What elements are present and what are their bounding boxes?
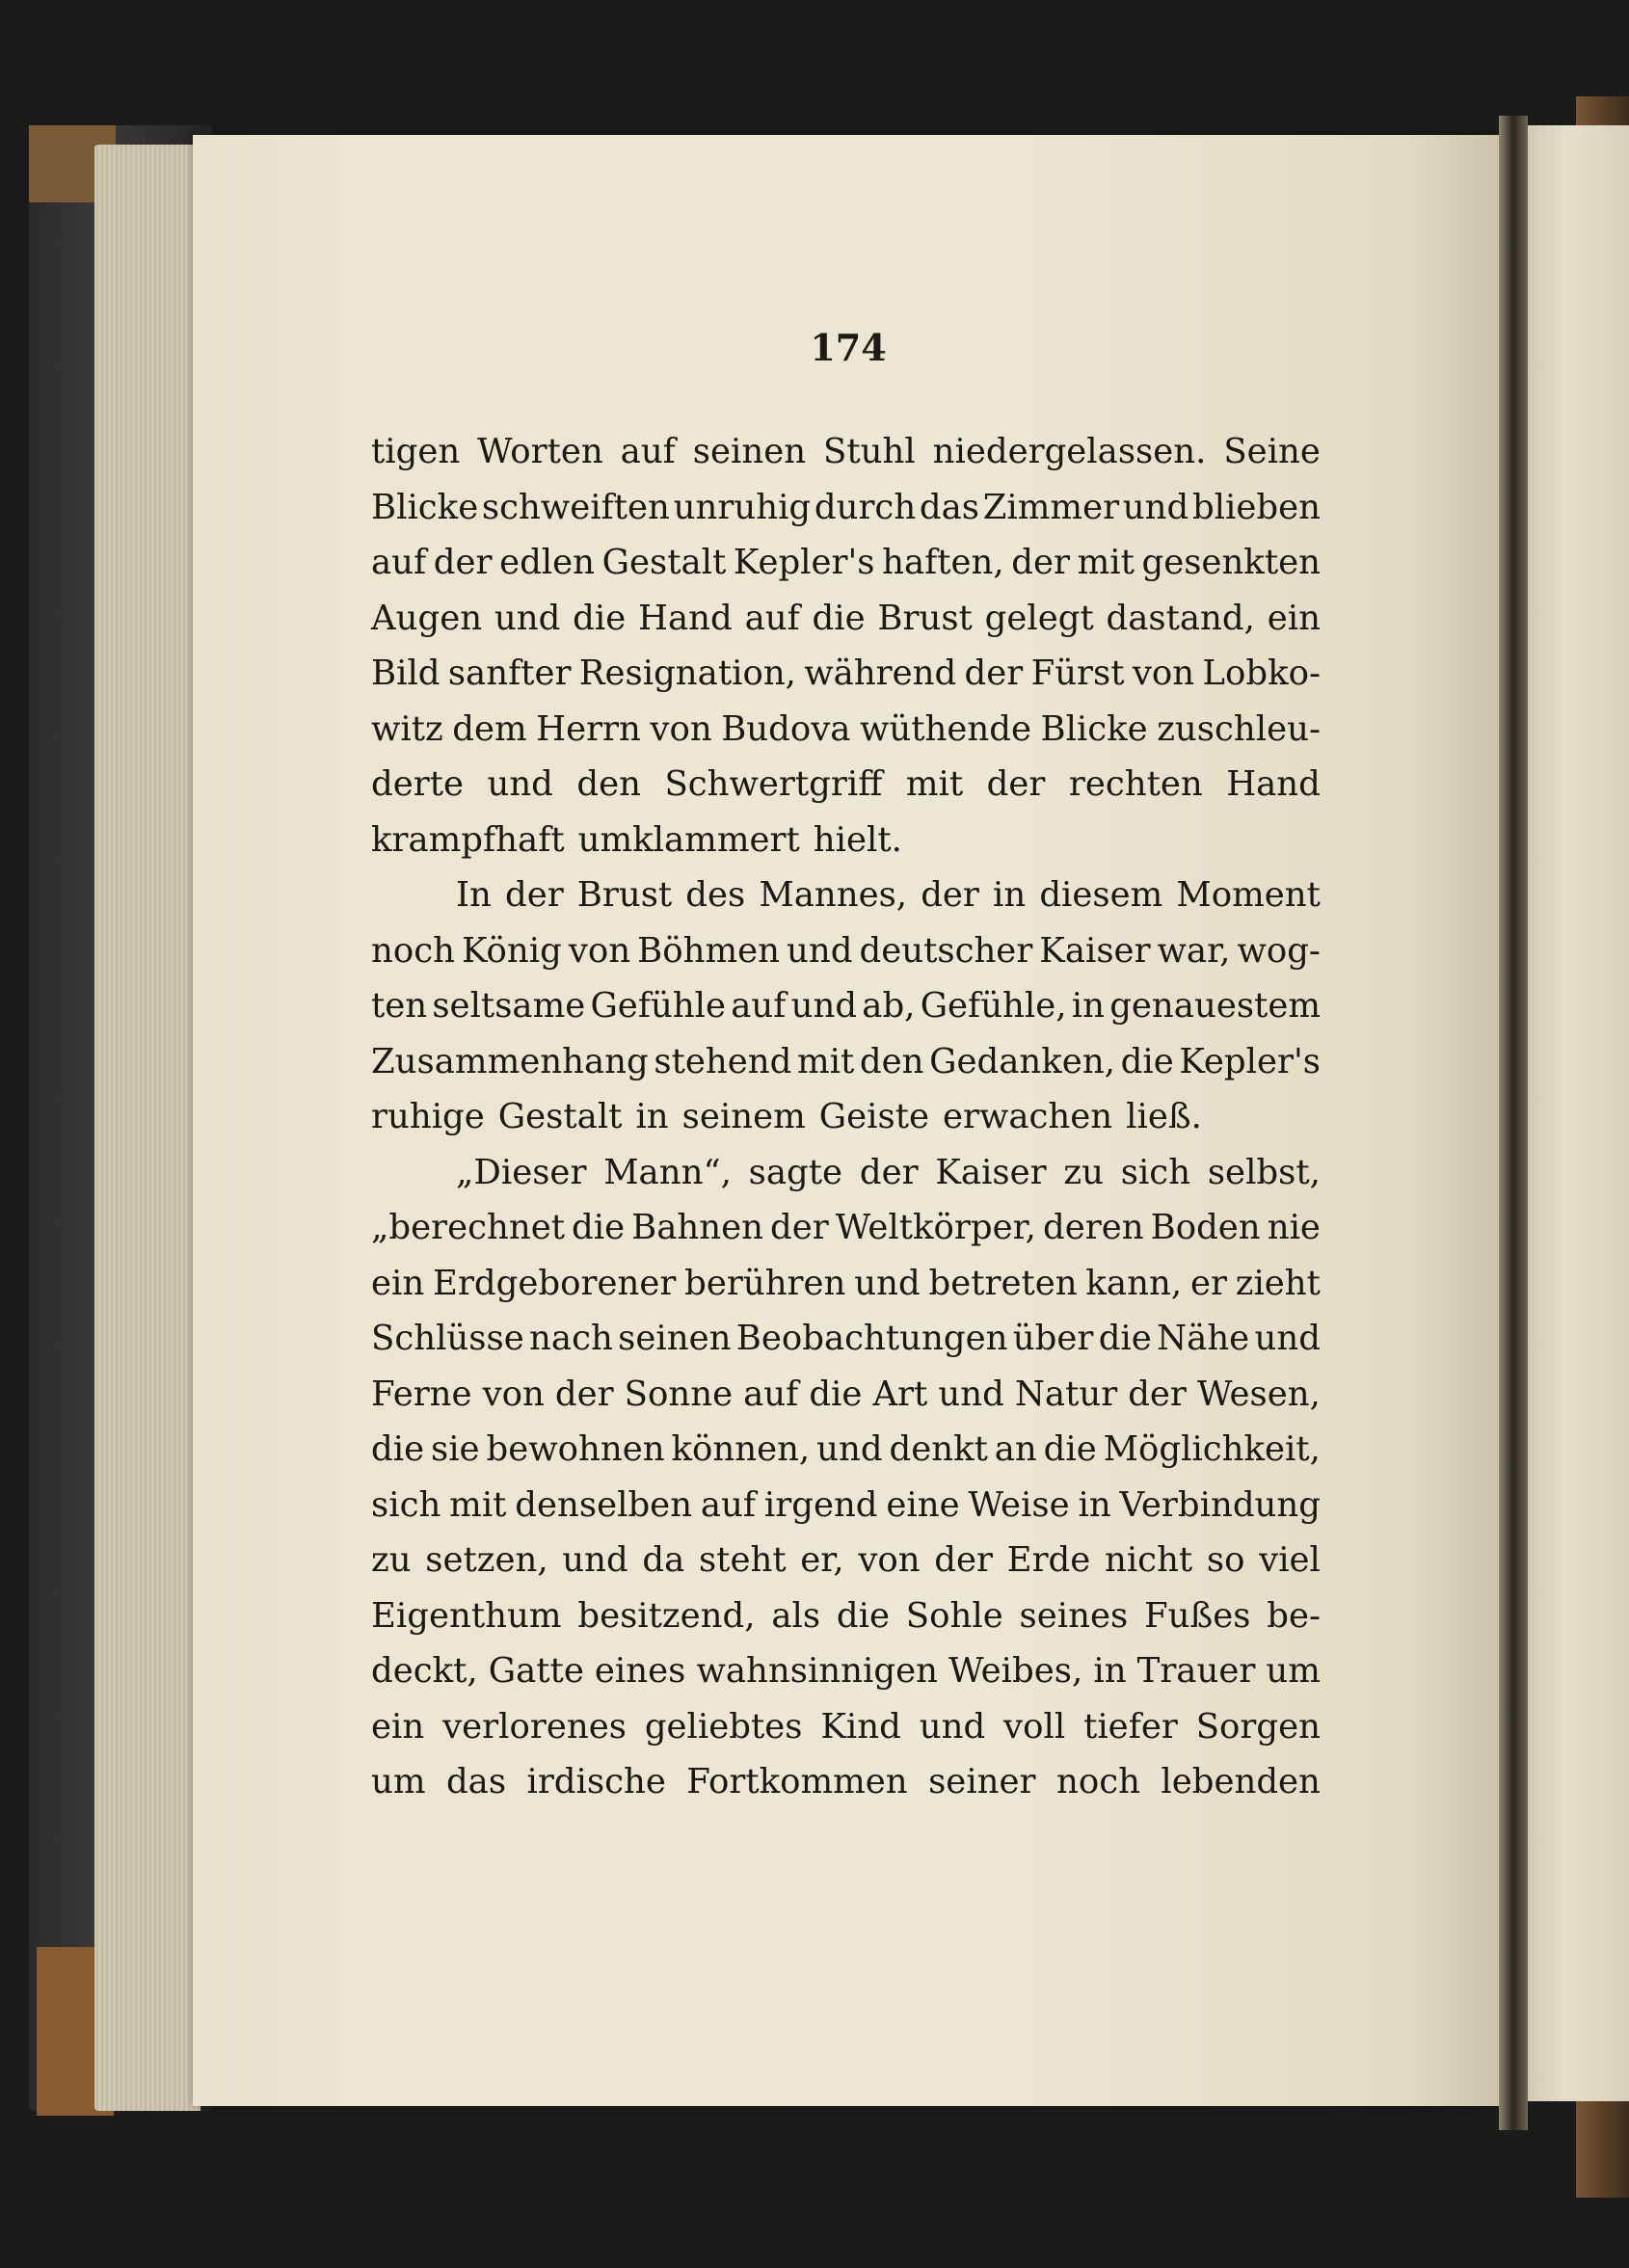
word: betreten [928,1263,1078,1303]
word: während [804,654,957,693]
word: die [1098,1319,1152,1358]
word: der [433,543,493,582]
word: die [371,1429,425,1469]
word: und [487,764,553,804]
text-line [371,1643,1321,1699]
word: deren [1043,1208,1144,1247]
text-line [371,1089,1321,1145]
word: unruhig [673,487,812,527]
text-line [371,1533,1321,1588]
word: deutscher [859,930,1033,971]
word: zieht [1235,1263,1321,1303]
word: sich [1120,1152,1191,1192]
word: edlen [499,543,596,582]
text-line [371,757,1321,813]
word: in [1093,1651,1127,1691]
word: ein [1267,598,1321,638]
word: von [568,930,631,971]
word: ruhige [371,1097,485,1136]
text-line [371,1145,1321,1201]
word: Hand [1226,764,1321,804]
word: die [573,598,627,638]
word: der [554,1374,614,1414]
word: der [986,764,1046,804]
word: berühren [684,1263,846,1303]
word: gesenkten [1141,543,1321,582]
word: war, [1157,930,1231,971]
word: Gestalt [601,543,727,582]
word: Boden [1150,1208,1261,1247]
word: Brust [576,875,673,915]
word: wog- [1237,930,1321,971]
word: auf [743,1374,799,1414]
word: kann, [1085,1263,1183,1303]
word: und [494,598,561,638]
word: noch [1055,1762,1140,1801]
word: in [635,1097,669,1136]
word: der [504,875,564,915]
word: Erde [1006,1540,1091,1580]
word: die [572,1208,626,1247]
word: die [1043,1429,1097,1469]
text-line [371,1311,1321,1367]
text-line [371,978,1321,1034]
word: ein [371,1706,425,1747]
word: in [1078,1484,1111,1525]
word: Kepler's [733,543,875,582]
word: in [993,875,1027,915]
word: Wesen, [1196,1374,1321,1414]
word: mit [905,764,964,804]
text-line [371,1200,1321,1256]
word: Art [872,1374,928,1414]
word: Nähe [1157,1319,1250,1358]
word: und [919,1706,986,1747]
word: und [790,986,858,1026]
word: krampfhaft [371,819,565,860]
word: zu [371,1540,412,1580]
word: bewohnen [486,1429,665,1469]
word: seinen [618,1319,732,1358]
word: rechten [1068,764,1203,804]
word: haften, [882,543,1004,582]
text-line [371,923,1321,979]
word: Böhmen [637,930,781,971]
word: Gefühle, [920,986,1067,1026]
word: Geiste [818,1097,929,1136]
word: Zimmer [982,487,1120,527]
word: erwachen [943,1097,1113,1136]
word: ein [371,1263,425,1303]
word: Resignation, [578,654,796,693]
word: zuschleu- [1157,708,1321,749]
text-line [371,1256,1321,1312]
word: denselben [515,1484,693,1525]
word: Lobko- [1202,654,1321,693]
word: Trauer [1136,1651,1256,1691]
word: die [809,1374,863,1414]
word: lebenden [1161,1762,1321,1801]
word: genauestem [1109,986,1321,1026]
word: Gatte [488,1651,584,1691]
word: auf [744,598,800,638]
word: verlorenes [442,1706,627,1747]
word: diesem [1039,875,1163,915]
word: sanfter [447,654,572,693]
word: Hand [638,598,733,638]
word: Verbindung [1119,1484,1321,1525]
word: Bahnen [631,1208,764,1247]
word: Kaiser [1039,930,1151,971]
word: Kaiser [935,1152,1047,1192]
text-line [371,1754,1321,1810]
text-line [371,702,1321,758]
text-line [371,1699,1321,1755]
text-line [371,1588,1321,1644]
word: Gefühle [590,986,727,1026]
word: wüthende [859,708,1031,749]
word: in [1071,986,1105,1026]
word: ließ. [1126,1097,1202,1136]
word: wahnsinnigen [696,1651,938,1691]
word: um [1266,1651,1321,1691]
word: geliebtes [644,1706,803,1747]
word: ten [371,986,428,1026]
word: Sorgen [1195,1706,1321,1747]
word: seltsame [432,986,586,1026]
word: „Dieser [456,1152,587,1192]
text-line [371,591,1321,647]
text-line [371,1034,1321,1090]
word: Schlüsse [371,1319,524,1358]
word: von [650,708,712,749]
page-edges [94,145,200,2111]
word: an [994,1429,1037,1469]
text-line [371,1478,1321,1534]
word: von [858,1540,921,1580]
text-line [371,535,1321,591]
word: nicht [1104,1540,1193,1580]
word: Herrn [536,708,641,749]
word: die [812,598,866,638]
word: und [1254,1319,1321,1358]
word: Mann“, [603,1152,732,1192]
word: Ferne [371,1374,472,1414]
word: durch [814,487,917,527]
text-line [371,424,1321,480]
word: seiner [928,1762,1036,1801]
word: des [685,875,746,915]
word: Weltkörper, [835,1208,1036,1247]
word: mit [1077,543,1135,582]
word: der [859,1152,919,1192]
text-line [371,867,1321,923]
word: Weibes, [948,1651,1083,1691]
word: In [456,875,492,915]
word: voll [1003,1706,1066,1747]
word: irdische [526,1762,666,1801]
word: und [1122,487,1189,527]
word: der [934,1540,993,1580]
word: so [1206,1540,1245,1580]
word: um [371,1762,426,1801]
word: Sohle [905,1595,1003,1636]
word: von [482,1374,545,1414]
word: Kind [820,1706,901,1747]
word: Natur [1014,1374,1118,1414]
word: Blicke [371,487,479,527]
word: dastand, [1106,598,1255,638]
word: der [964,654,1024,693]
text-line [371,813,1321,868]
word: Zusammenhang [371,1041,649,1081]
word: sie [430,1429,480,1469]
word: Gedanken, [929,1041,1115,1081]
word: Augen [371,598,483,638]
word: Möglichkeit, [1103,1429,1321,1469]
word: der [1011,543,1070,582]
facing-page-edge [1523,125,1629,2101]
word: tigen [371,432,461,471]
word: seinem [681,1097,806,1136]
word: irgend [763,1484,878,1525]
text-line [371,480,1321,536]
word: der [770,1208,829,1247]
word: niedergelassen. [932,432,1207,471]
word: Schwertgriff [664,764,883,804]
word: Mannes, [759,875,908,915]
word: Bild [371,654,441,693]
word: sich [371,1484,441,1525]
word: können, [671,1429,811,1469]
word: mit [449,1484,507,1525]
word: selbst, [1207,1152,1321,1192]
word: besitzend, [577,1595,756,1636]
word: die [836,1595,890,1636]
word: Gestalt [497,1097,623,1136]
text-line [371,646,1321,702]
word: tiefer [1083,1706,1178,1747]
word: deckt, [371,1651,478,1691]
word: Brust [877,598,973,638]
word: er, [800,1540,844,1580]
word: der [921,875,979,915]
word: und [816,1429,883,1469]
body-text [371,424,1321,1810]
word: zu [1063,1152,1104,1192]
word: Fürst [1030,654,1125,693]
word: eines [594,1651,686,1691]
word: als [771,1595,821,1636]
word: und [787,930,853,971]
word: Worten [477,432,603,471]
word: eine [886,1484,960,1525]
word: witz [371,708,443,749]
word: umklammert [577,819,800,860]
word: blieben [1191,487,1321,527]
word: dem [452,708,527,749]
word: be- [1267,1595,1321,1636]
word: seines [1019,1595,1129,1636]
word: seinen [692,432,807,471]
text-line [371,1367,1321,1423]
word: von [1132,654,1195,693]
word: Kepler's [1179,1041,1321,1081]
word: „berechnet [371,1208,565,1247]
word: denkt [889,1429,988,1469]
word: Seine [1223,432,1321,471]
word: Budova [721,708,851,749]
word: Weise [968,1484,1070,1525]
word: und [562,1540,628,1580]
word: den [859,1041,924,1081]
word: nie [1267,1208,1321,1247]
word: viel [1259,1540,1321,1580]
page-number: 174 [810,326,887,369]
word: noch [371,930,455,971]
word: sagte [748,1152,843,1192]
text-line [371,1422,1321,1478]
word: und [854,1263,921,1303]
word: gelegt [984,598,1094,638]
word: das [445,1762,507,1801]
word: Fußes [1144,1595,1251,1636]
word: die [1120,1041,1174,1081]
word: mit [796,1041,855,1081]
word: er [1189,1263,1227,1303]
word: König [461,930,562,971]
word: auf [731,986,787,1026]
word: und [938,1374,1004,1414]
word: der [1128,1374,1187,1414]
word: das [919,487,980,527]
word: Moment [1176,875,1321,915]
word: Eigenthum [371,1595,562,1636]
word: Fortkommen [686,1762,908,1801]
word: auf [620,432,676,471]
word: Blicke [1040,708,1148,749]
word: auf [700,1484,757,1525]
book-gutter [1499,116,1528,2130]
word: über [1012,1319,1094,1358]
word: schweiften [481,487,670,527]
word: ab, [862,986,916,1026]
word: Stuhl [823,432,916,471]
word: steht [698,1540,787,1580]
word: den [576,764,641,804]
word: stehend [654,1041,792,1081]
word: auf [371,543,427,582]
word: Erdgeborener [433,1263,677,1303]
word: setzen, [425,1540,548,1580]
word: Sonne [624,1374,734,1414]
word: da [642,1540,685,1580]
word: nach [529,1319,613,1358]
word: derte [371,764,464,804]
word: Beobachtungen [735,1319,1008,1358]
word: hielt. [813,819,902,860]
